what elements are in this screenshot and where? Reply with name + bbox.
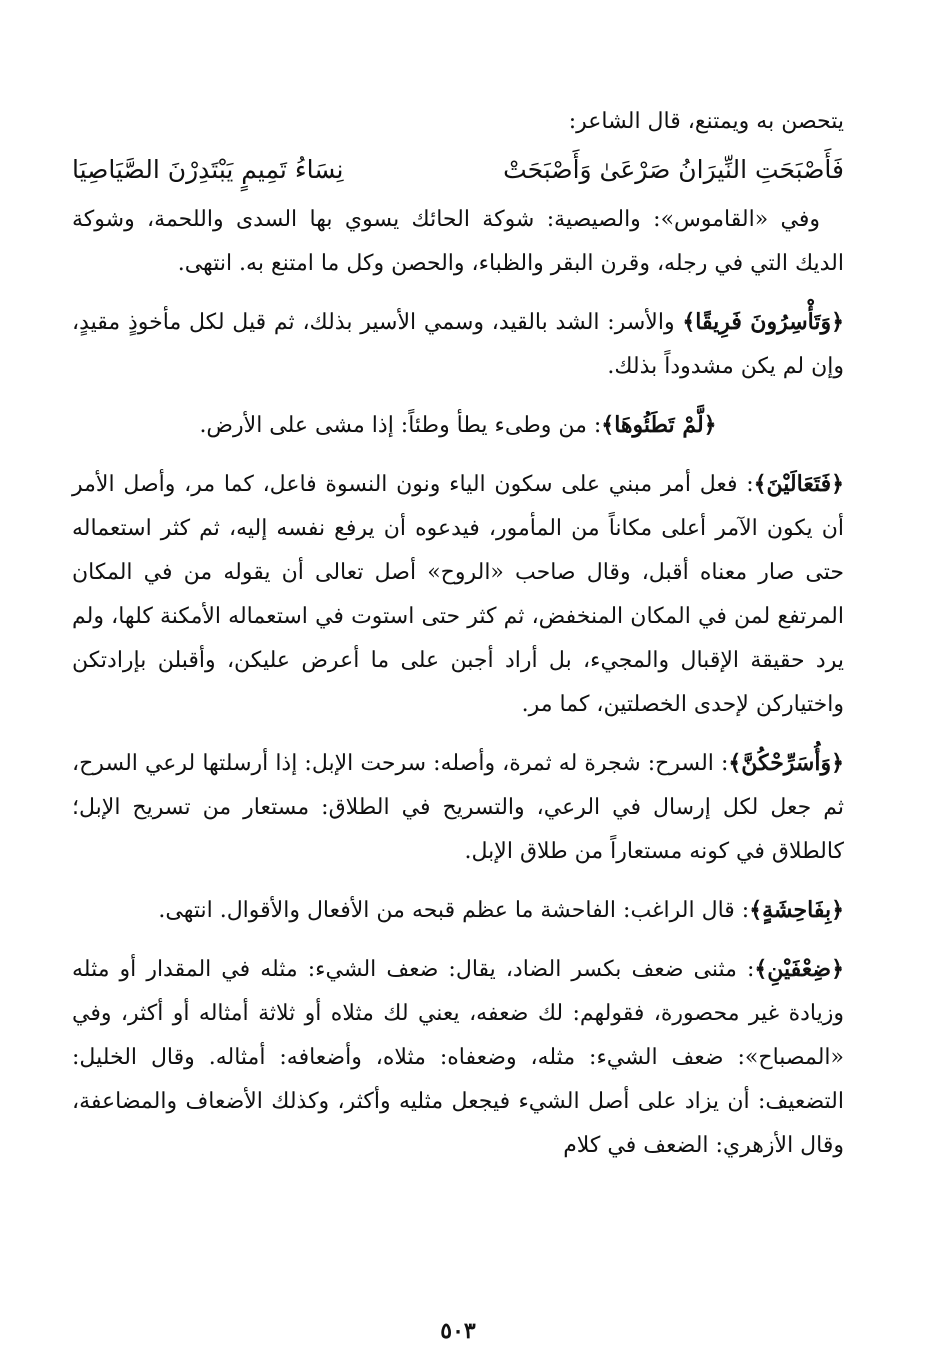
verse-hemistich-first: فَأَصْبَحَتِ النِّيرَانُ صَرْعَىٰ وَأَصْبَحَتْ [503,155,844,184]
quran-term: ﴿ضِعْفَيْنِ﴾ [754,956,844,982]
paragraph-usarrihkunna [72,741,844,874]
paragraph-text: : السرح: شجرة له ثمرة، وأصله: سرحت الإبل: إذا أرسلتها لرعي السرح، ثم جعل لكل إرسال في الرعي، والتسريح في الطلاق: مستعار من تسريح الإبل؛ كالطلاق في كونه مستعاراً من طلاق الإبل. [72,751,844,864]
quran-term: ﴿لَّمْ تَطَئُوهَا﴾ [601,412,717,438]
paragraph-taalayna [72,462,844,727]
quran-term: ﴿فَتَعَالَيْنَ﴾ [753,471,844,497]
quran-term: ﴿بِفَاحِشَةٍ﴾ [749,897,844,923]
document-page [72,100,844,1350]
paragraph-lam-tatauha [72,403,844,448]
paragraph-text: : من وطىء يطأ وطئاً: إذا مشى على الأرض. [199,413,602,438]
paragraph-text: والأسر: الشد بالقيد، وسمي الأسير بذلك، ثم قيل لكل مأخوذٍ مقيدٍ، وإن لم يكن مشدوداً بذلك. [72,310,844,379]
page-number: ٥٠٣ [440,1318,476,1344]
paragraph-difayn [72,947,844,1168]
intro-line: يتحصن به ويمتنع، قال الشاعر: [568,109,844,134]
verse-hemistich-second: نِسَاءُ تَمِيمٍ يَبْتَدِرْنَ الصَّيَاصِيَا [72,155,344,184]
paragraph-ta-siruna [72,300,844,389]
paragraph-fahisha [72,888,844,933]
paragraph-text: : قال الراغب: الفاحشة ما عظم قبحه من الأفعال والأقوال. انتهى. [158,898,750,923]
paragraph-text: : مثنى ضعف بكسر الضاد، يقال: ضعف الشيء: مثله في المقدار أو مثله وزيادة غير محصورة، فقولهم: لك ضعفه، يعني لك مثلاه أو ثلاثة أمثاله أو أكثر، وفي «المصباح»: ضعف الشيء: مثله، وضعفاه: مثلاه، وأضعافه: أمثاله. وقال الخليل: التضعيف: أن يزاد على أصل الشيء فيجعل مثليه وأكثر، وكذلك الأضعاف والمضاعفة، وقال الأزهري: الضعف في كلام [72,957,844,1158]
paragraph-text: : فعل أمر مبني على سكون الياء ونون النسوة فاعل، كما مر، وأصل الأمر أن يكون الآمر أعلى مكاناً من المأمور، فيدعوه أن يرفع نفسه إليه، ثم كثر استعماله حتى صار معناه أقبل، وقال صاحب «الروح» أصل تعالى أن يقوله من في المكان المرتفع لمن في المكان المنخفض، ثم كثر حتى استوت في استعماله الأمكنة كلها، ولم يرد حقيقة الإقبال والمجيء، بل أراد أجبن على ما أعرض عليكن، وأقبلن بإرادتكن واختياركن لإحدى الخصلتين، كما مر. [72,472,844,717]
quran-term: ﴿وَتَأْسِرُونَ فَرِيقًا﴾ [682,309,845,335]
paragraph-qamus: وفي «القاموس»: والصيصية: شوكة الحائك يسوي بها السدى واللحمة، وشوكة الديك التي في رجله، وقرن البقر والظباء، والحصن وكل ما امتنع به. انتهى. [72,207,844,276]
quran-term: ﴿وَأُسَرِّحْكُنَّ﴾ [728,750,844,776]
poetry-verse [72,146,844,194]
